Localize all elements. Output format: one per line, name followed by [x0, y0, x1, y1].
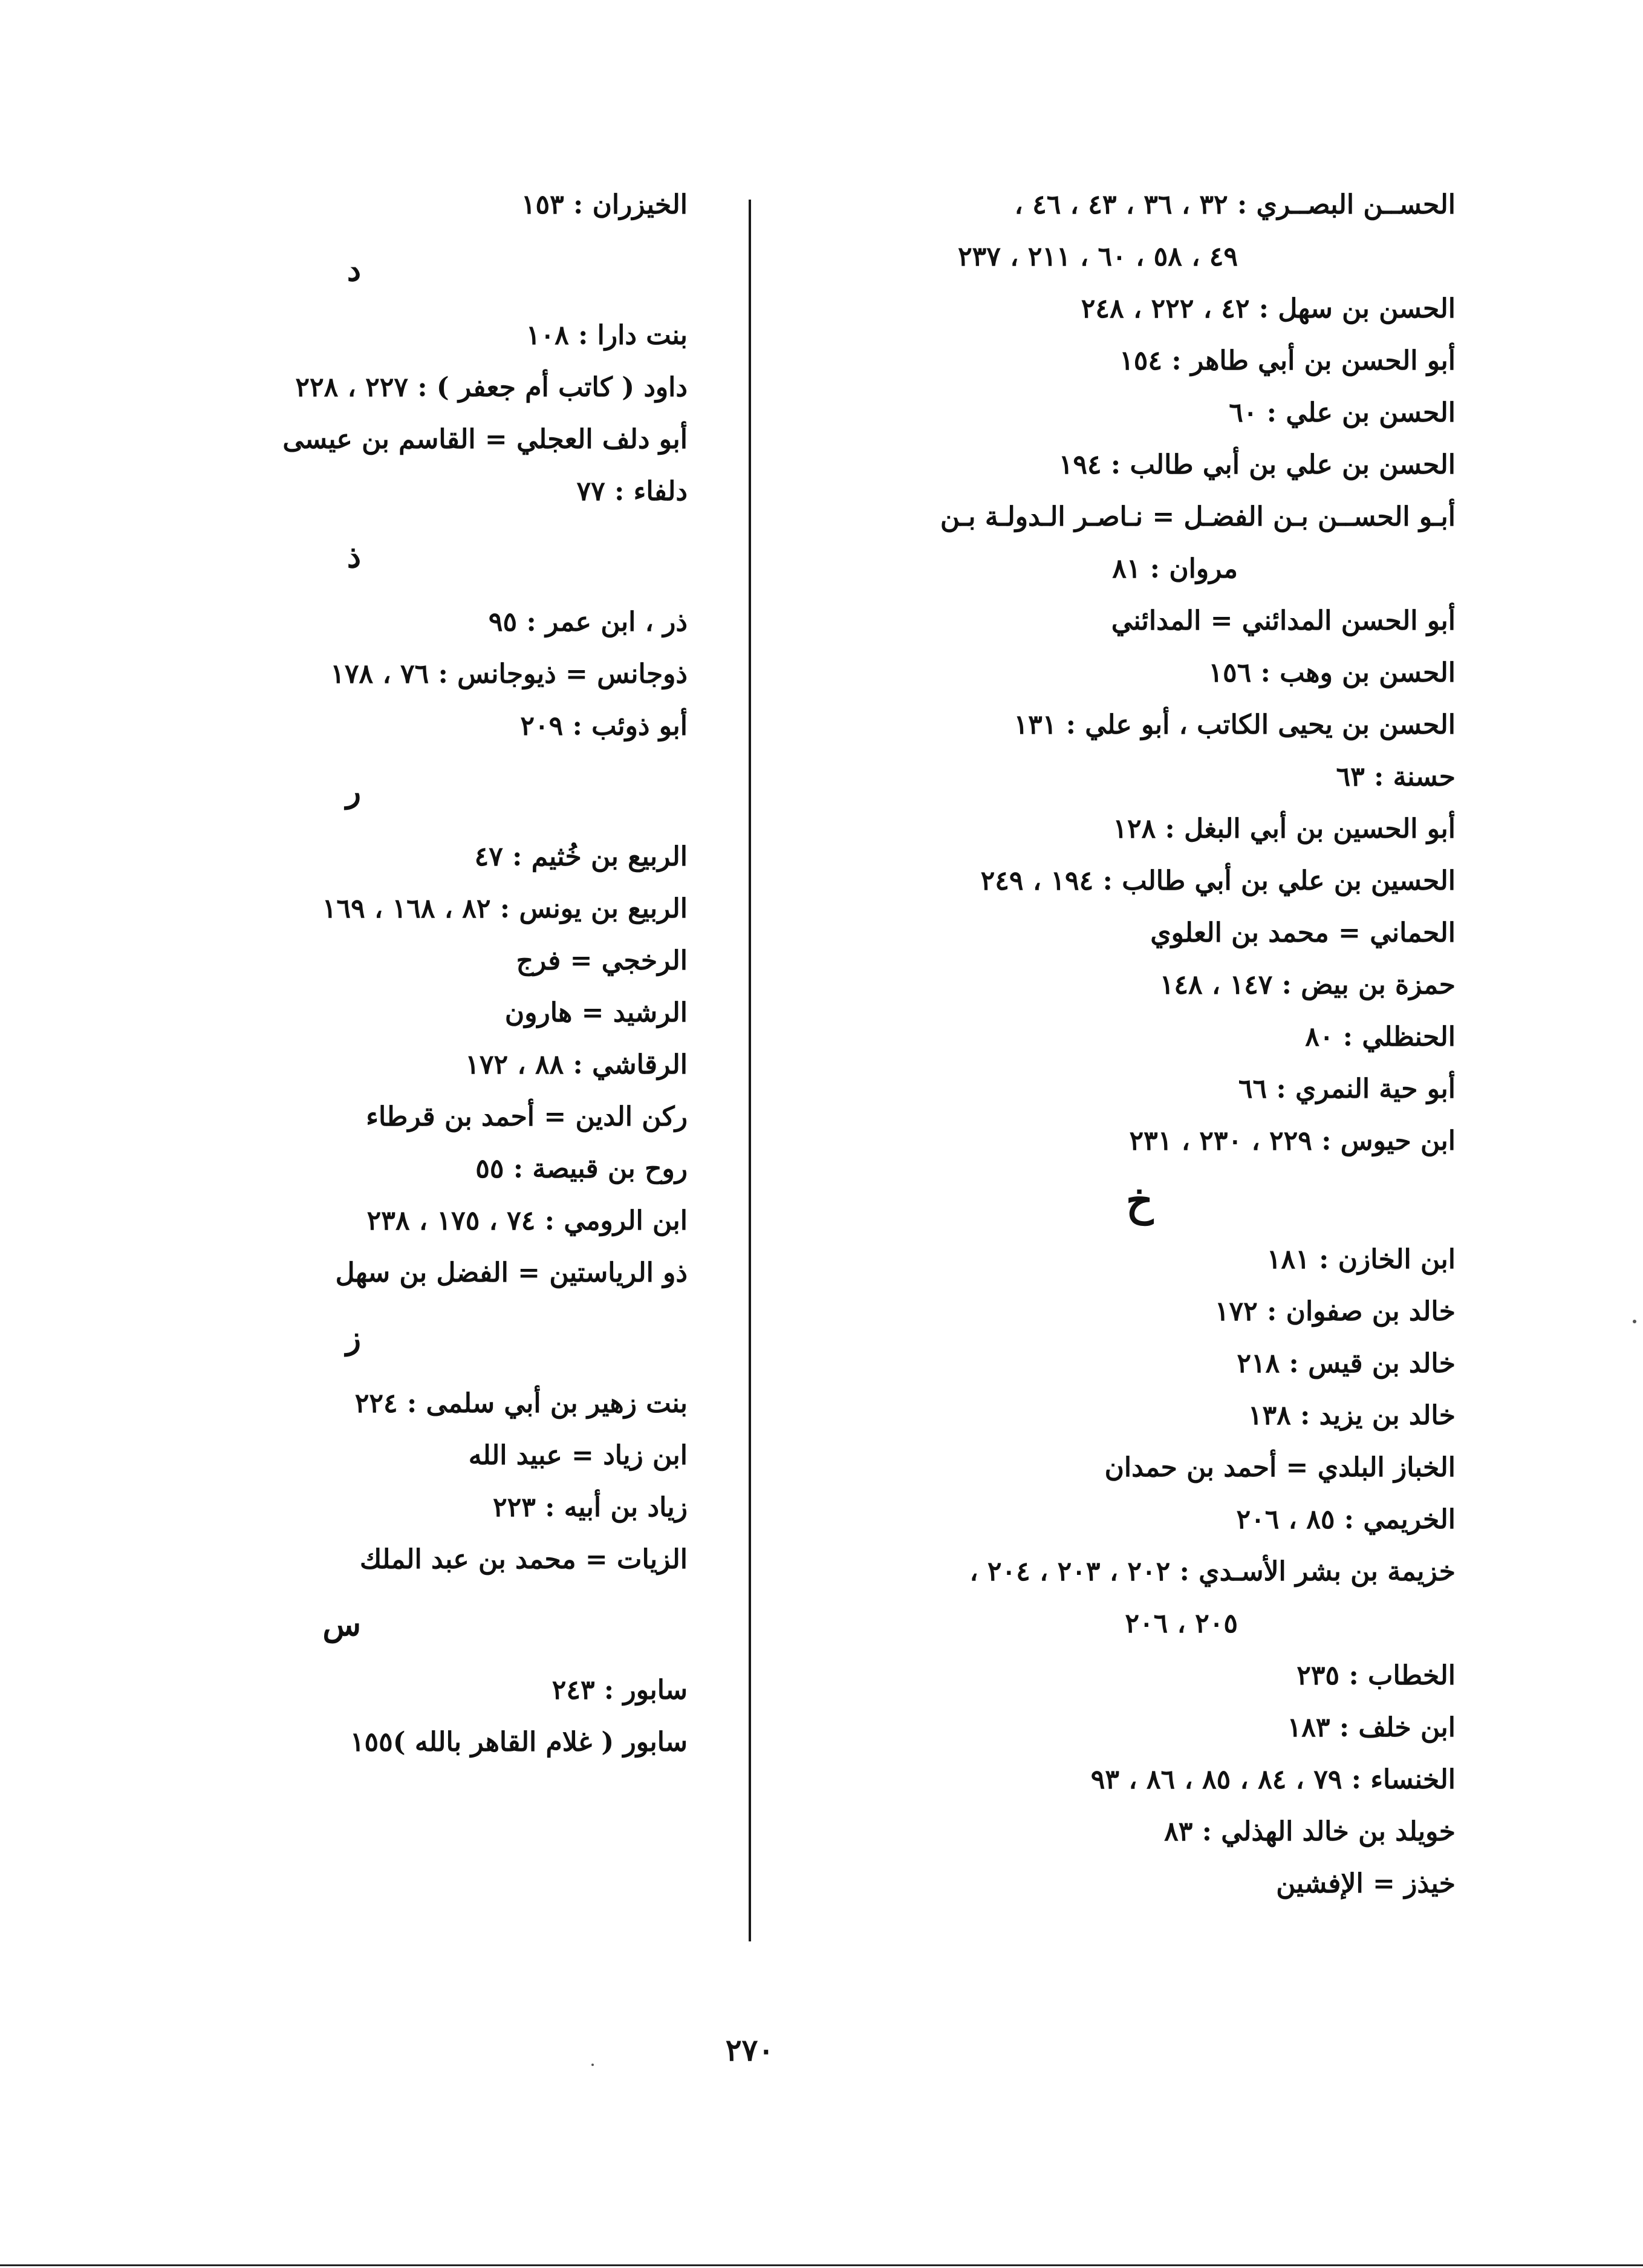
- index-entry: الحسن بن وهب : ١٥٦: [1208, 657, 1456, 688]
- index-entry: ابن زياد = عبيد الله: [468, 1440, 688, 1471]
- index-entry: أبو ذوئب : ٢٠٩: [520, 711, 688, 741]
- index-entry-continuation: ٤٩ ، ٥٨ ، ٦٠ ، ٢١١ ، ٢٣٧: [958, 241, 1238, 272]
- index-entry: ابن الخازن : ١٨١: [1266, 1244, 1456, 1275]
- index-entry: خيذز = الإفشين: [1276, 1868, 1456, 1899]
- index-entry: ابن خلف : ١٨٣: [1287, 1712, 1456, 1743]
- index-entry: الحسن بن علي : ٦٠: [1229, 397, 1456, 428]
- index-entry: ذو الرياستين = الفضل بن سهل: [335, 1257, 688, 1288]
- index-entry: أبو الحسن بن أبي طاهر : ١٥٤: [1119, 345, 1456, 376]
- index-entry: خالد بن صفوان : ١٧٢: [1214, 1296, 1456, 1327]
- index-entry: الحســن البصــري : ٣٢ ، ٣٦ ، ٤٣ ، ٤٦ ،: [1014, 189, 1456, 220]
- index-entry: داود ( كاتب أم جعفر ) : ٢٢٧ ، ٢٢٨: [295, 372, 688, 403]
- index-entry: ابن حيوس : ٢٢٩ ، ٢٣٠ ، ٢٣١: [1129, 1126, 1456, 1156]
- index-entry: الحسن بن علي بن أبي طالب : ١٩٤: [1058, 449, 1456, 480]
- index-entry: ركن الدين = أحمد بن قرطاء: [366, 1101, 688, 1132]
- index-entry-continuation: مروان : ٨١: [1112, 553, 1238, 584]
- index-entry: حسنة : ٦٣: [1336, 761, 1456, 792]
- index-entry: الزيات = محمد بن عبد الملك: [359, 1544, 688, 1575]
- index-entry: أبو حية النمري : ٦٦: [1238, 1074, 1456, 1104]
- index-entry: بنت زهير بن أبي سلمى : ٢٢٤: [354, 1388, 688, 1419]
- index-entry: الخطاب : ٢٣٥: [1297, 1660, 1456, 1691]
- index-entry: الربيع بن يونس : ٨٢ ، ١٦٨ ، ١٦٩: [322, 893, 688, 924]
- index-entry: سابور : ٢٤٣: [551, 1675, 688, 1706]
- index-column-left: [143, 179, 688, 1768]
- index-entry: ذر ، ابن عمر : ٩٥: [488, 607, 688, 637]
- index-entry: أبو الحسين بن أبي البغل : ١٢٨: [1113, 813, 1456, 844]
- index-entry: الربيع بن خُثيم : ٤٧: [474, 841, 688, 872]
- index-entry: بنت دارا : ١٠٨: [525, 320, 688, 351]
- index-entry: أبو دلف العجلي = القاسم بن عيسى: [282, 424, 688, 455]
- section-letter-heading: ز: [345, 1320, 361, 1357]
- index-entry: خالد بن يزيد : ١٣٨: [1248, 1400, 1456, 1431]
- index-entry: الخباز البلدي = أحمد بن حمدان: [1104, 1452, 1456, 1483]
- index-entry: الحماني = محمد بن العلوي: [1150, 917, 1456, 948]
- index-entry: الحسن بن يحيى الكاتب ، أبو علي : ١٣١: [1013, 709, 1456, 740]
- column-divider: [749, 200, 751, 1941]
- index-entry: الرخجي = فرج: [516, 945, 688, 976]
- index-entry: أبـو الحســن بـن الفضـل = نـاصـر الـدولـة بـن: [940, 501, 1456, 532]
- index-entry: الحنظلي : ٨٠: [1305, 1022, 1456, 1052]
- section-letter-heading: ذ: [346, 538, 361, 575]
- section-letter-heading: ر: [345, 773, 361, 810]
- index-entry-continuation: ٢٠٥ ، ٢٠٦: [1125, 1608, 1238, 1639]
- page-number: ٢٧٠: [725, 2032, 775, 2068]
- index-entry: خويلد بن خالد الهذلي : ٨٣: [1164, 1816, 1456, 1847]
- index-entry: خالد بن قيس : ٢١٨: [1237, 1348, 1456, 1379]
- section-letter-heading: د: [346, 252, 361, 288]
- index-entry: خزيمة بن بشر الأسـدي : ٢٠٢ ، ٢٠٣ ، ٢٠٤ ،: [969, 1556, 1456, 1587]
- index-entry: الرقاشي : ٨٨ ، ١٧٢: [465, 1049, 688, 1080]
- index-column-right: [778, 179, 1456, 1910]
- section-letter-heading: خ: [1125, 1175, 1153, 1225]
- index-entry: الخريمي : ٨٥ ، ٢٠٦: [1236, 1504, 1456, 1535]
- index-entry: الحسن بن سهل : ٤٢ ، ٢٢٢ ، ٢٤٨: [1081, 293, 1456, 324]
- index-entry: حمزة بن بيض : ١٤٧ ، ١٤٨: [1159, 969, 1456, 1000]
- index-entry: ذوجانس = ذيوجانس : ٧٦ ، ١٧٨: [330, 659, 688, 689]
- scan-speck: [591, 2064, 594, 2066]
- index-entry: الخنساء : ٧٩ ، ٨٤ ، ٨٥ ، ٨٦ ، ٩٣: [1090, 1764, 1456, 1795]
- index-entry: زياد بن أبيه : ٢٢٣: [493, 1492, 688, 1523]
- index-entry: روح بن قبيصة : ٥٥: [475, 1153, 688, 1184]
- index-entry: دلفاء : ٧٧: [576, 476, 688, 507]
- index-entry: الحسين بن علي بن أبي طالب : ١٩٤ ، ٢٤٩: [980, 865, 1456, 896]
- index-entry: أبو الحسن المدائني = المدائني: [1111, 605, 1456, 636]
- section-letter-heading: س: [322, 1606, 361, 1643]
- index-entry: الخيزران : ١٥٣: [521, 189, 688, 220]
- index-entry: ابن الرومي : ٧٤ ، ١٧٥ ، ٢٣٨: [366, 1205, 688, 1236]
- index-entry: سابور ( غلام القاهر بالله )١٥٥: [350, 1727, 688, 1758]
- scan-edge-line: [0, 2264, 1643, 2266]
- index-entry: الرشيد = هارون: [504, 997, 688, 1028]
- scan-speck: [1633, 1320, 1636, 1323]
